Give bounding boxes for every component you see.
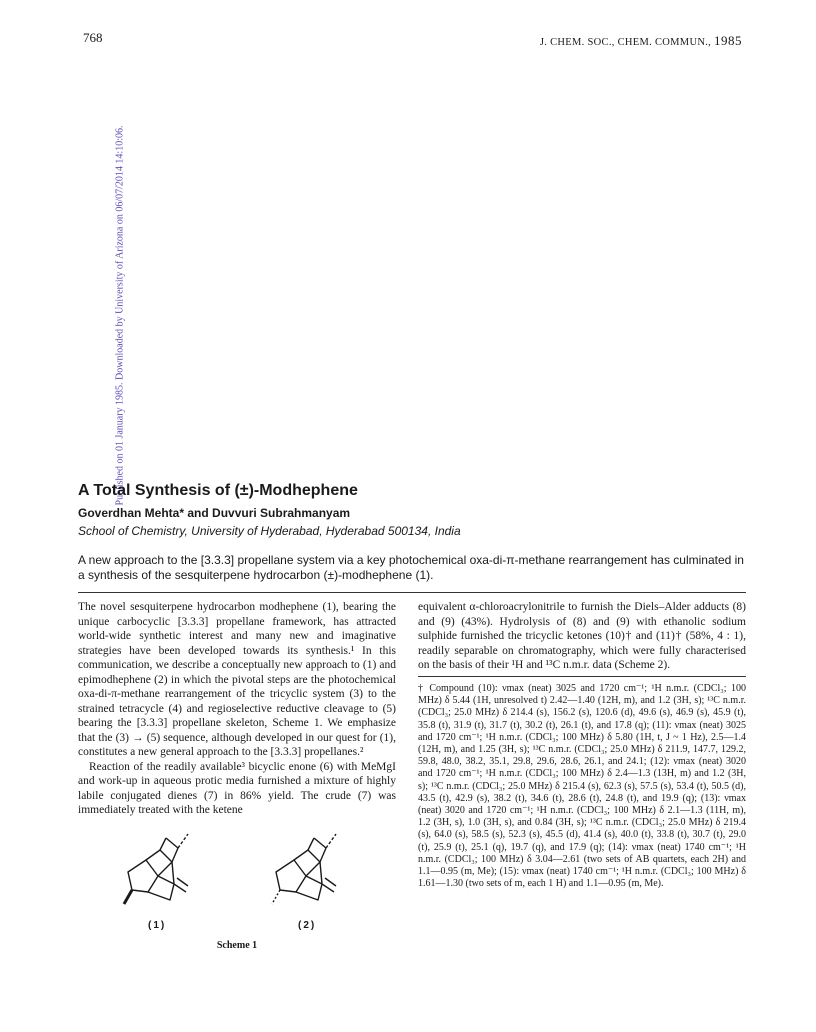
structure-1-label: (1) bbox=[148, 920, 167, 931]
journal-name: J. CHEM. SOC., CHEM. COMMUN., bbox=[539, 37, 712, 48]
scheme-caption: Scheme 1 bbox=[216, 940, 258, 951]
body-paragraph-2: Reaction of the readily available³ bicyclic enone (6) with MeMgI and work-up in aqueous protic media furnished a mixture of highly labile conjugated dienes (7) in 86% yield. The crude (7) was immediately treated with the ketene bbox=[78, 760, 396, 816]
footnote-divider bbox=[418, 676, 746, 677]
footnote-text: † Compound (10): νmax (neat) 3025 and 1720 cm⁻¹; ¹H n.m.r. (CDCl₃; 100 MHz) δ 5.44 (1H, unresolved t) 2.42—1.40 (12H, m), and 1.2 (3H, s); ¹³C n.m.r. (CDCl₃; 25.0 MHz) δ 214.4 (s), 156.2 (s), 120.6 (d), 49.6 (s), 46.9 (s), 45.9 (t), 35.8 (t), 31.9 (t), 31.7 (t), 30.2 (t), 26.1 (t), and 17.8 (q); (11): νmax (neat) 3025 and 1720 cm⁻¹; ¹H n.m.r. (CDCl₃; 100 MHz) δ 5.80 (1H, t, J ~ 1 Hz), 2.5—1.4 (12H, m), and 1.25 (3H, s); ¹³C n.m.r. (CDCl₃; 25.0 MHz) δ 211.9, 147.7, 129.2, 59.8, 48.0, 38.2, 35.1, 29.8, 29.6, 28.6, 26.1, and 24.1; (12): νmax (neat) 3020 and 1720 cm⁻¹; ¹H n.m.r. (CDCl₃; 100 MHz) δ 2.4—1.3 (13H, m) and 1.2 (3H, s); ¹³C n.m.r. (CDCl₃; 25.0 MHz) δ 215.4 (s), 62.3 (s), 57.5 (s), 53.4 (t), 50.5 (d), 43.5 (t), 42.9 (s), 38.2 (t), 34.6 (t), 28.6 (t), 24.8 (t), and 19.9 (q); (13): νmax (neat) 3020 and 1720 cm⁻¹; ¹H n.m.r. (CDCl₃; 100 MHz) δ 2.1—1.3 (11H, m), 1.2 (3H, s), 1.0 (3H, s), and 0.84 (3H, s); ¹³C n.m.r. (CDCl₃; 25.0 MHz) δ 219.4 (s), 64.0 (s), 58.5 (s), 52.3 (s), 45.5 (d), 41.4 (s), 40.0 (t), 33.8 (t), 30.7 (t), 29.0 (t), 25.9 (t), 25.1 (q), 19.7 (q), and 17.9 (q); (14): νmax (neat) 1740 cm⁻¹; ¹H n.m.r. (CDCl₃; 100 MHz) δ 3.04—2.61 (two sets of AB quartets, each 2H) and 1.1—0.95 (m, Me); (15): νmax (neat) 1740 cm⁻¹; ¹H n.m.r. (CDCl₃; 100 MHz) δ 1.61—1.30 (two sets of m, each 1 H) and 1.1—0.95 (m, Me). bbox=[418, 683, 746, 890]
article-abstract: A new approach to the [3.3.3] propellane system via a key photochemical oxa-di-π-methane rearrangement has culminated in a synthesis of the sesquiterpene hydrocarbon (±)-modhephene (1). bbox=[78, 553, 744, 582]
structure-2-drawing bbox=[272, 834, 336, 904]
structure-1-drawing bbox=[124, 834, 188, 904]
structure-2-label: (2) bbox=[298, 920, 317, 931]
body-right-column bbox=[418, 600, 746, 673]
body-paragraph-3: equivalent α-chloroacrylonitrile to furnish the Diels–Alder adducts (8) and (9) (43%). Hydrolysis of (8) and (9) with ethanolic sodium sulphide furnished the tricyclic ketones (10)† and (11)† (58%, 4 : 1), readily separable on chromatography, which were fully characterised on the basis of their ¹H and ¹³C n.m.r. data (Scheme 2). bbox=[418, 601, 746, 671]
scheme-structures-svg bbox=[108, 820, 364, 940]
article-authors: Goverdhan Mehta* and Duvvuri Subrahmanyam bbox=[78, 506, 351, 520]
running-head bbox=[540, 33, 742, 49]
article-title: A Total Synthesis of (±)-Modhephene bbox=[78, 482, 358, 499]
article-affiliation: School of Chemistry, University of Hyderabad, Hyderabad 500134, India bbox=[78, 524, 461, 538]
download-watermark: Published on 01 January 1985. Downloaded by University of Arizona on 06/07/2014 14:10:06. bbox=[114, 125, 126, 506]
journal-year: 1985 bbox=[714, 33, 742, 48]
page-number: 768 bbox=[83, 30, 103, 45]
body-left-column bbox=[78, 600, 396, 818]
abstract-divider bbox=[78, 592, 746, 593]
body-paragraph-1: The novel sesquiterpene hydrocarbon modhephene (1), bearing the unique carbocyclic [3.3.3] propellane framework, has attracted world-wide synthetic interest and many new and imaginative strategies have been developed towards its synthesis.¹ In this communication, we describe a conceptually new approach to (1) and epimodhephene (2) in which the pivotal steps are the photochemical oxa-di-π-methane rearrangement of the tricyclic system (3) to the strained tetracycle (4) and regioselective reductive cleavage to (5) bearing the [3.3.3] propellane skeleton, Scheme 1. We emphasize that the (3) → (5) sequence, although developed in our quest for (1), constitutes a new general approach to the [3.3.3] propellanes.² bbox=[78, 601, 396, 758]
scheme-1-figure bbox=[108, 820, 364, 960]
